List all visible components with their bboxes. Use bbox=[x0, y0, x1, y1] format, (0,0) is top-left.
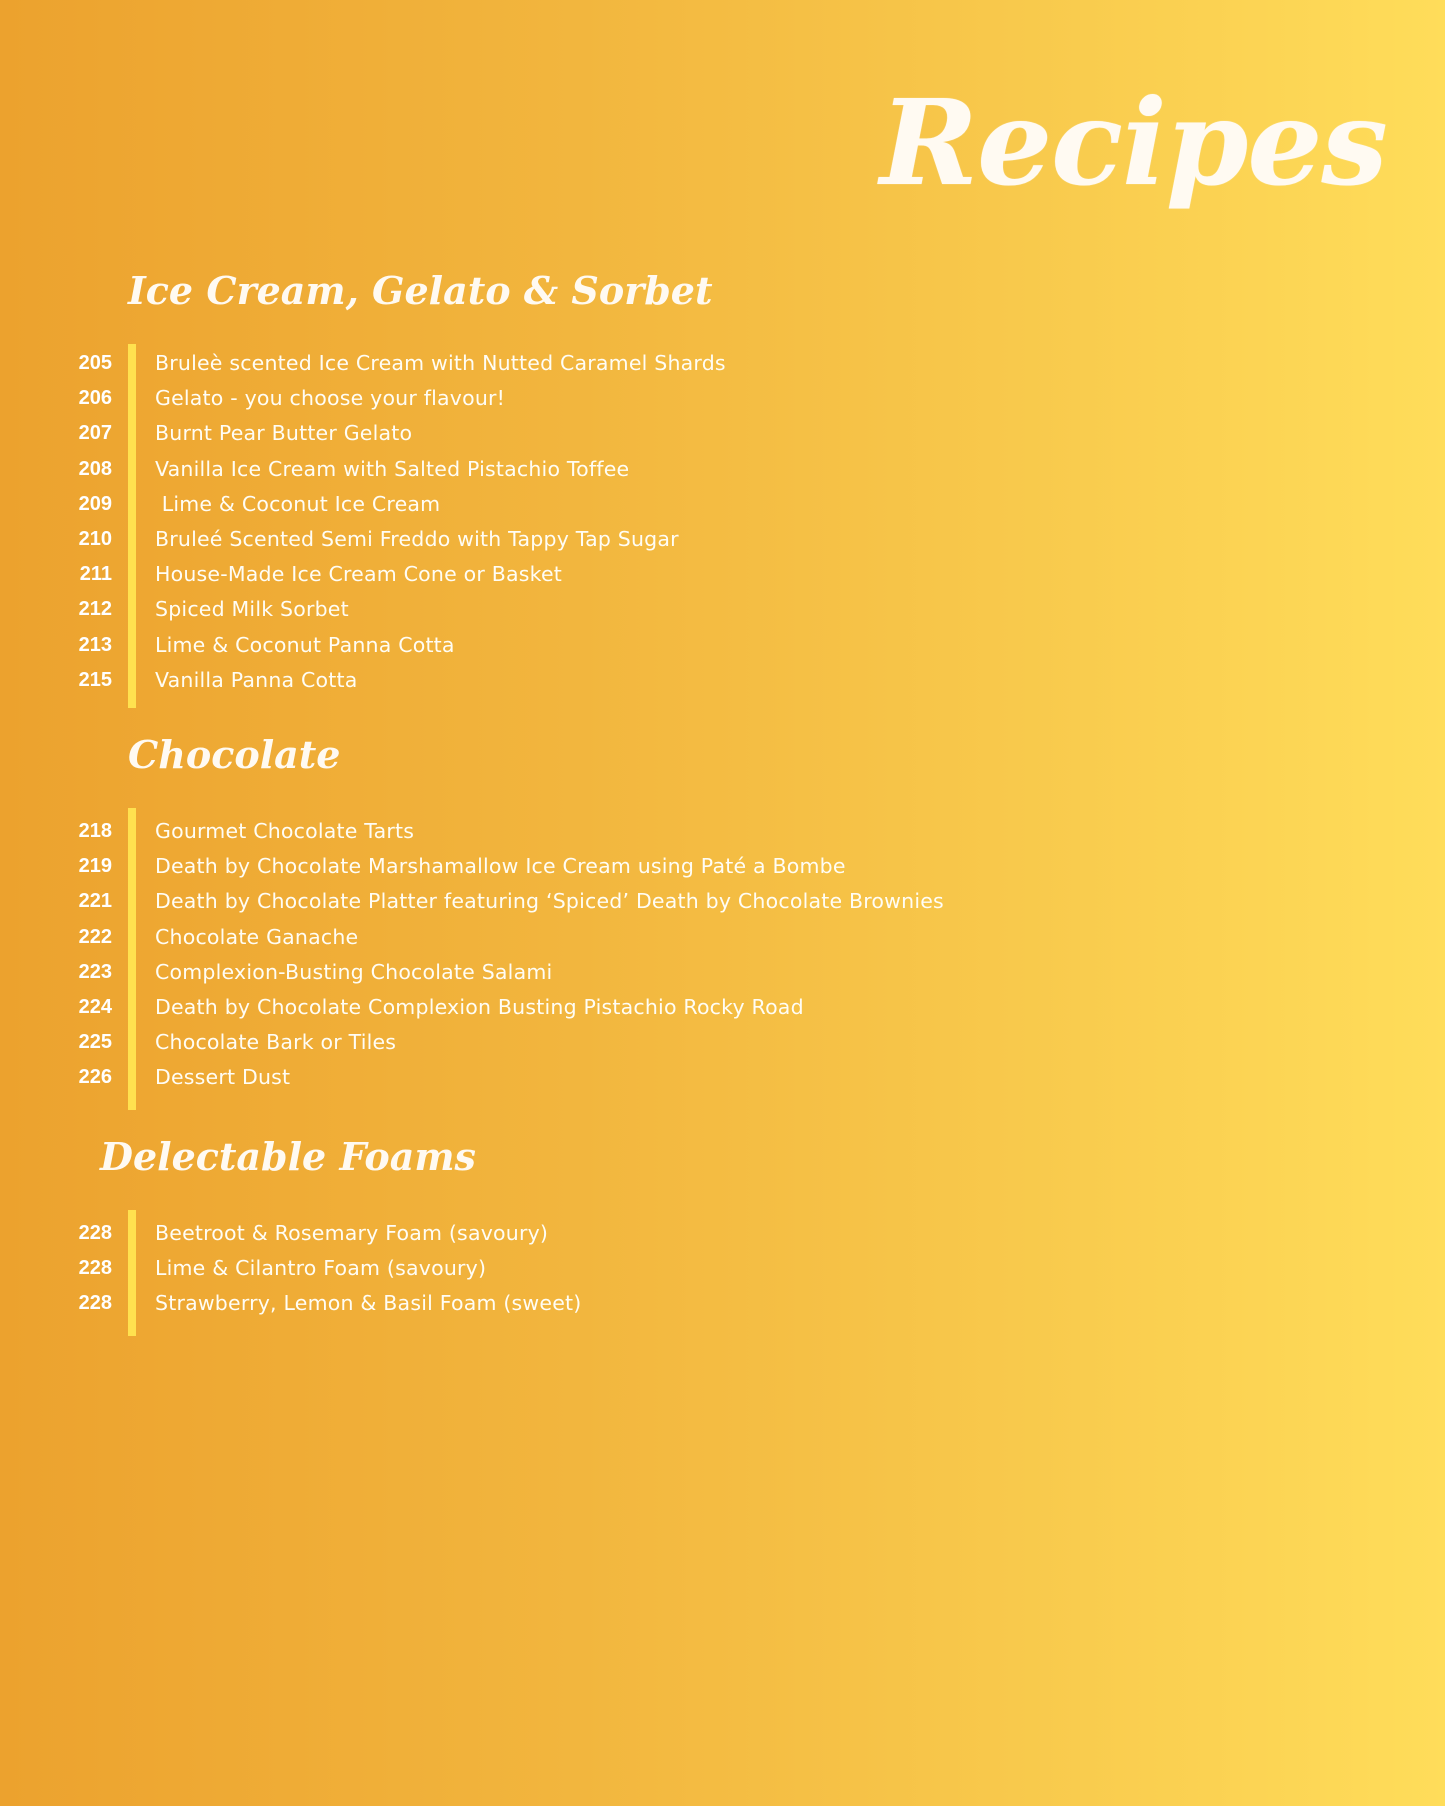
section-heading: Ice Cream, Gelato & Sorbet bbox=[128, 268, 713, 313]
section-heading: Delectable Foams bbox=[100, 1134, 476, 1179]
recipe-title: Bruleé Scented Semi Freddo with Tappy Tap Sugar bbox=[155, 526, 679, 551]
recipe-page-number: 219 bbox=[78, 855, 112, 878]
recipe-title: Gourmet Chocolate Tarts bbox=[155, 819, 415, 843]
recipe-title: Death by Chocolate Complexion Busting Pistachio Rocky Road bbox=[155, 994, 804, 1019]
recipe-page-number: 205 bbox=[78, 352, 112, 374]
recipe-title: Gelato - you choose your flavour! bbox=[155, 386, 506, 411]
recipe-title: Lime & Cilantro Foam (savoury) bbox=[155, 1256, 487, 1281]
recipe-title: House-Made Ice Cream Cone or Basket bbox=[155, 562, 562, 587]
recipe-title: Vanilla Panna Cotta bbox=[155, 667, 358, 692]
recipe-page-number: 218 bbox=[78, 820, 112, 842]
recipe-page-number: 208 bbox=[78, 457, 112, 480]
recipe-page-number: 222 bbox=[78, 925, 112, 948]
recipe-page-number: 223 bbox=[78, 960, 112, 983]
recipe-title: Dessert Dust bbox=[155, 1065, 291, 1090]
recipe-page-number: 213 bbox=[78, 633, 112, 656]
recipe-page-number: 228 bbox=[78, 1292, 112, 1315]
section-accent-bar bbox=[128, 344, 136, 708]
recipe-title: Lime & Coconut Ice Cream bbox=[155, 491, 441, 516]
recipe-page-number: 224 bbox=[78, 995, 112, 1018]
recipe-title: Beetroot & Rosemary Foam (savoury) bbox=[155, 1221, 549, 1245]
recipe-page-number: 206 bbox=[78, 387, 112, 410]
section-accent-bar bbox=[128, 808, 136, 1110]
recipe-title: Complexion-Busting Chocolate Salami bbox=[155, 959, 553, 984]
recipe-title: Strawberry, Lemon & Basil Foam (sweet) bbox=[155, 1291, 582, 1316]
recipe-title: Death by Chocolate Marshamallow Ice Cream using Paté a Bombe bbox=[155, 854, 846, 879]
recipe-page-number: 207 bbox=[78, 422, 112, 445]
recipe-title: Lime & Coconut Panna Cotta bbox=[155, 632, 455, 657]
section-accent-bar bbox=[128, 1210, 136, 1336]
recipe-page-number: 209 bbox=[78, 492, 112, 515]
page-title: Recipes bbox=[880, 73, 1387, 212]
recipe-page-number: 212 bbox=[78, 598, 112, 621]
recipe-title: Vanilla Ice Cream with Salted Pistachio Toffee bbox=[155, 456, 630, 481]
recipe-title: Chocolate Ganache bbox=[155, 924, 359, 949]
section-heading: Chocolate bbox=[128, 732, 341, 777]
recipe-title: Death by Chocolate Platter featuring ‘Spiced’ Death by Chocolate Brownies bbox=[155, 889, 944, 914]
recipe-page-number: 226 bbox=[78, 1066, 112, 1089]
recipe-page-number: 228 bbox=[78, 1222, 112, 1244]
recipe-page-number: 221 bbox=[78, 890, 112, 913]
recipe-page-number: 228 bbox=[78, 1257, 112, 1280]
recipe-title: Chocolate Bark or Tiles bbox=[155, 1030, 397, 1055]
recipe-page-number: 210 bbox=[78, 527, 112, 550]
recipe-page-number: 215 bbox=[78, 668, 112, 691]
recipe-title: Bruleè scented Ice Cream with Nutted Caramel Shards bbox=[155, 351, 726, 375]
recipe-title: Spiced Milk Sorbet bbox=[155, 597, 349, 622]
recipe-page-number: 211 bbox=[79, 563, 112, 586]
recipe-title: Burnt Pear Butter Gelato bbox=[155, 421, 413, 446]
recipe-page-number: 225 bbox=[78, 1031, 112, 1054]
